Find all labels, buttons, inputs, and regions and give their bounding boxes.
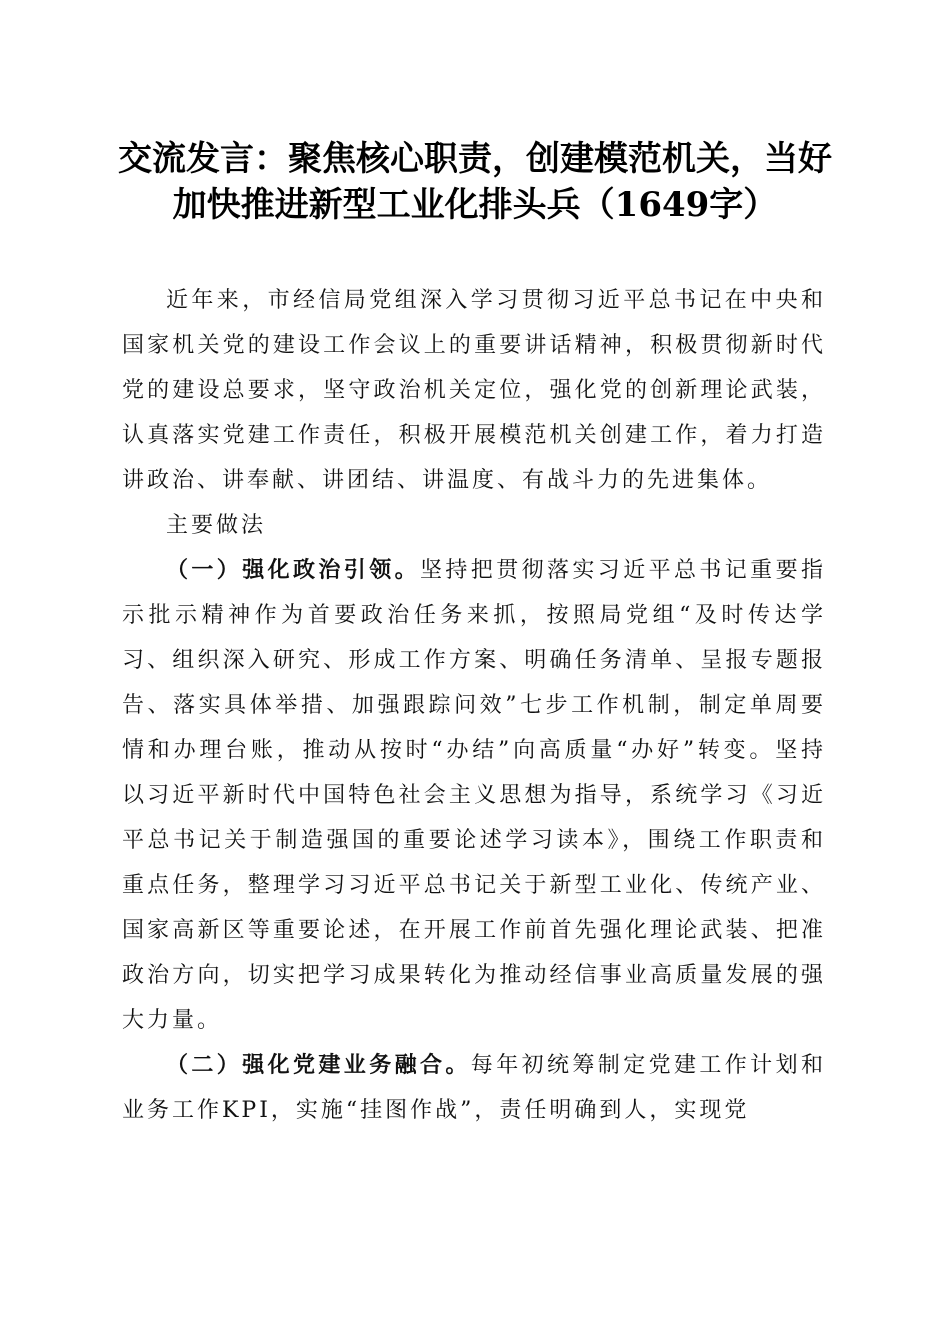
item-paragraph-2 [122,1043,826,1133]
item-lead-1: （一）强化政治引领。 [166,557,420,583]
item-paragraph-1 [122,548,826,1043]
item-text-2: 每年初统筹制定党建工作计划和业务工作KPI，实施“挂图作战”，责任明确到人，实现党 [122,1053,826,1123]
item-text-1: 坚持把贯彻落实习近平总书记重要指示批示精神作为首要政治任务来抓，按照局党组“及时传达学习、组织深入研究、形成工作方案、明确任务清单、呈报专题报告、落实具体举措、加强跟踪问效”七步工作机制，制定单周要情和办理台账，推动从按时“办结”向高质量“办好”转变。坚持以习近平新时代中国特色社会主义思想为指导，系统学习《习近平总书记关于制造强国的重要论述学习读本》，围绕工作职责和重点任务，整理学习习近平总书记关于新型工业化、传统产业、国家高新区等重要论述，在开展工作前首先强化理论武装、把准政治方向，切实把学习成果转化为推动经信事业高质量发展的强大力量。 [122,558,826,1033]
document-body [122,278,826,1133]
document-title: 交流发言：聚焦核心职责，创建模范机关，当好加快推进新型工业化排头兵（1649字） [118,139,832,225]
intro-paragraph: 近年来，市经信局党组深入学习贯彻习近平总书记在中央和国家机关党的建设工作会议上的重要讲话精神，积极贯彻新时代党的建设总要求，坚守政治机关定位，强化党的创新理论武装，认真落实党建工作责任，积极开展模范机关创建工作，着力打造讲政治、讲奉献、讲团结、讲温度、有战斗力的先进集体。 [122,288,826,493]
section-heading: 主要做法 [166,513,267,538]
item-lead-2: （二）强化党建业务融合。 [166,1052,471,1078]
